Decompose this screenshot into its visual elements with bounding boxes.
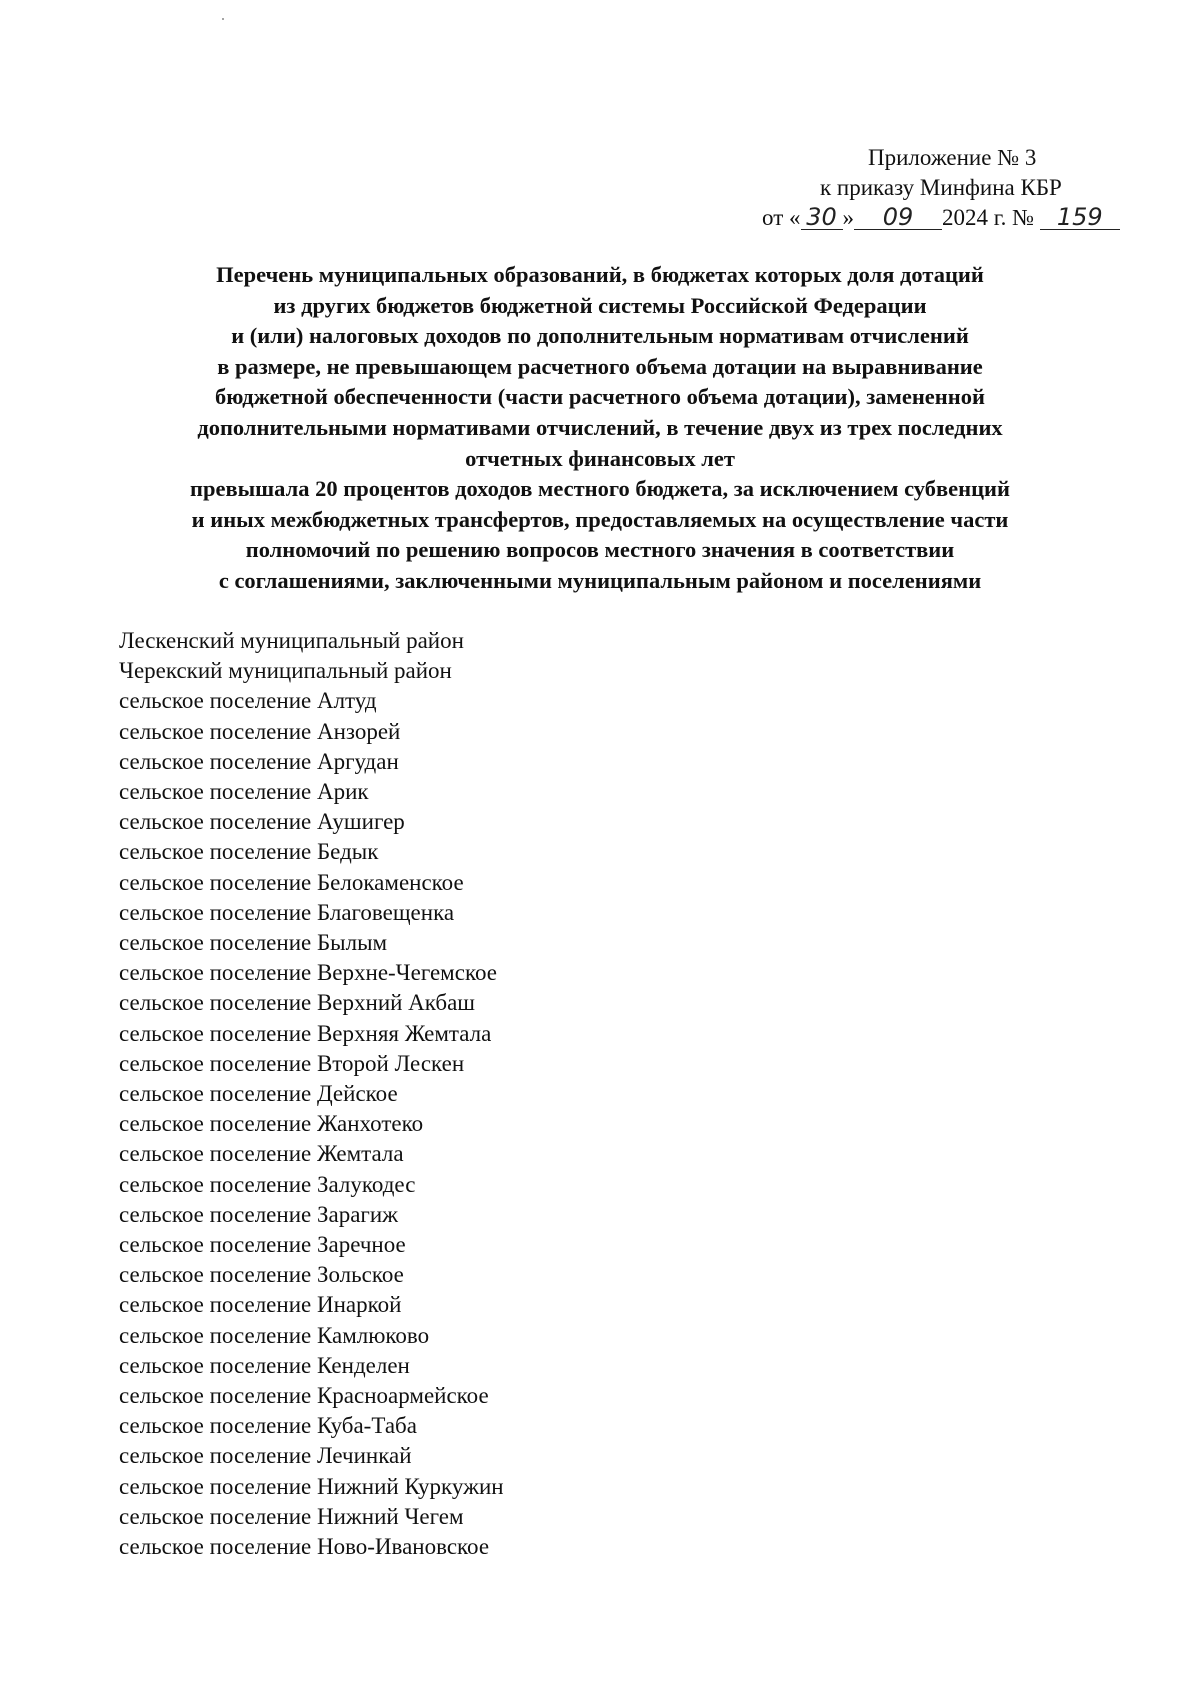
title-line: и иных межбюджетных трансфертов, предоставляемых на осуществление части xyxy=(191,506,1009,532)
list-item: сельское поселение Лечинкай xyxy=(119,1443,412,1469)
list-item: сельское поселение Ново-Ивановское xyxy=(119,1534,490,1560)
list-item: сельское поселение Жанхотеко xyxy=(119,1111,424,1137)
title-line: превышала 20 процентов доходов местного бюджета, за исключением субвенций xyxy=(190,476,1010,502)
list-item: сельское поселение Залукодес xyxy=(119,1171,416,1197)
date-month-handwritten: 09 xyxy=(854,205,942,230)
date-year: 2024 г. № xyxy=(942,205,1035,230)
scan-speck xyxy=(222,18,224,20)
document-title xyxy=(130,260,1070,597)
list-item: сельское поселение Бедык xyxy=(119,839,379,865)
list-item: сельское поселение Аушигер xyxy=(119,809,405,835)
title-line: в размере, не превышающем расчетного объема дотации на выравнивание xyxy=(217,353,983,379)
order-reference: к приказу Минфина КБР xyxy=(820,175,1062,200)
list-item: сельское поселение Куба-Таба xyxy=(119,1413,417,1439)
date-mid: » xyxy=(842,205,854,230)
list-item: сельское поселение Зольское xyxy=(119,1262,404,1288)
list-item: сельское поселение Кенделен xyxy=(119,1352,410,1378)
list-item: сельское поселение Верхне-Чегемское xyxy=(119,960,497,986)
title-line: полномочий по решению вопросов местного значения в соответствии xyxy=(245,537,955,563)
list-item: сельское поселение Верхняя Жемтала xyxy=(119,1020,492,1046)
list-item: сельское поселение Жемтала xyxy=(119,1141,404,1167)
list-item: сельское поселение Нижний Чегем xyxy=(119,1503,464,1529)
date-day-handwritten: 30 xyxy=(801,205,843,230)
list-item: сельское поселение Белокаменское xyxy=(119,869,464,895)
list-item: сельское поселение Камлюково xyxy=(119,1322,430,1348)
list-item: сельское поселение Зарагиж xyxy=(119,1201,399,1227)
list-item: сельское поселение Заречное xyxy=(119,1232,406,1258)
appendix-label: Приложение № 3 xyxy=(868,145,1037,170)
order-number-handwritten: 159 xyxy=(1040,205,1120,230)
list-item: сельское поселение Благовещенка xyxy=(119,899,455,925)
title-line: и (или) налоговых доходов по дополнительным нормативам отчислений xyxy=(231,323,969,349)
title-line: из других бюджетов бюджетной системы Российской Федерации xyxy=(273,292,927,318)
list-item: сельское поселение Второй Лескен xyxy=(119,1050,465,1076)
order-date-line xyxy=(700,203,1160,233)
list-item: сельское поселение Красноармейское xyxy=(119,1383,489,1409)
title-line: с соглашениями, заключенными муниципальным районом и поселениями xyxy=(218,567,982,593)
title-line: дополнительными нормативами отчислений, в течение двух из трех последних xyxy=(197,414,1003,440)
document-header xyxy=(700,143,1160,233)
list-item: Черекский муниципальный район xyxy=(119,658,452,684)
list-item: сельское поселение Нижний Куркужин xyxy=(119,1473,504,1499)
list-item: сельское поселение Алтуд xyxy=(119,688,377,714)
list-item: сельское поселение Аргудан xyxy=(119,748,399,774)
list-item: сельское поселение Арик xyxy=(119,779,369,805)
list-item: сельское поселение Анзорей xyxy=(119,718,401,744)
municipality-list xyxy=(119,626,819,1562)
list-item: сельское поселение Верхний Акбаш xyxy=(119,990,476,1016)
date-prefix: от « xyxy=(762,205,801,230)
list-item: Лескенский муниципальный район xyxy=(119,628,464,653)
title-line: Перечень муниципальных образований, в бюджетах которых доля дотаций xyxy=(216,262,984,287)
list-item: сельское поселение Дейское xyxy=(119,1081,398,1107)
title-line: отчетных финансовых лет xyxy=(465,445,735,471)
list-item: сельское поселение Былым xyxy=(119,930,388,956)
title-line: бюджетной обеспеченности (части расчетного объема дотации), замененной xyxy=(215,384,985,410)
list-item: сельское поселение Инаркой xyxy=(119,1292,402,1318)
